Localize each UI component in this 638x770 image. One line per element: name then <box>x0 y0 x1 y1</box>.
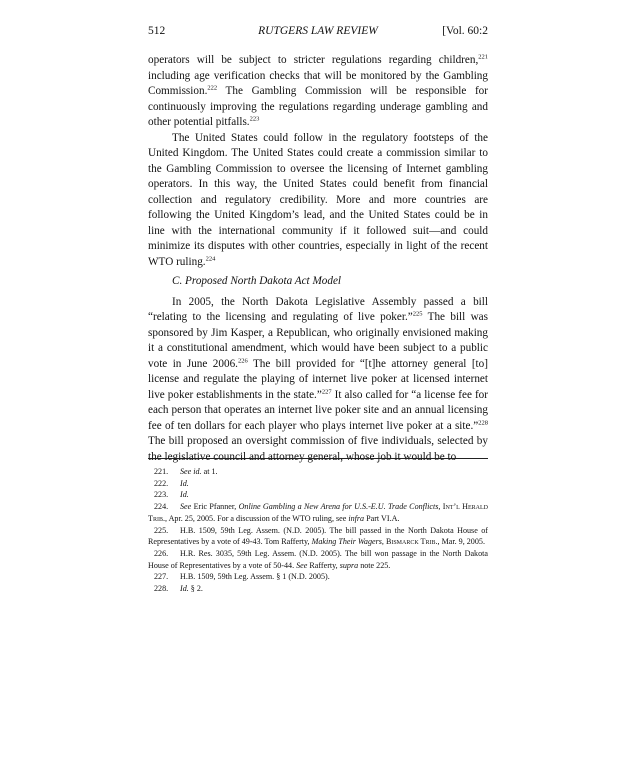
paragraph-2: The United States could follow in the regulatory footsteps of the United Kingdom. The United States could create a commission similar to the Gambling Commission to oversee the licensing of Internet gambling operators. In this way, the United States could benefit from financial collection and regulatory credibility. More and more countries are following the United Kingdom’s lead, and the United States could be in line with the international community if it followed suit—and could minimize its disputes with other countries, especially in light of the recent WTO ruling.$^{224}$ <box>148 131 488 268</box>
footnote-227: 227. H.B. 1509, 59th Leg. Assem. § 1 (N.D. 2005). <box>154 572 330 582</box>
footnote-224: 224. See Eric Pfanner, Online Gambling a New Arena for U.S.-E.U. Trade Conflicts, Int’l Herald Trib., Apr. 25, 2005. For a discussion of the WTO ruling, see infra Part VI.A. <box>148 502 489 523</box>
footnote-divider <box>148 458 488 459</box>
footnote-228: 228. Id. § 2. <box>154 584 203 594</box>
footnote-ref: 225 <box>412 310 423 318</box>
footnote-226: 226. H.R. Res. 3035, 59th Leg. Assem. (N.D. 2005). The bill won passage in the North Dakota House of Representatives by a vote of 50-44. See Rafferty, supra note 225. <box>148 548 488 570</box>
footnote-ref: 222 <box>207 84 218 92</box>
footnote-ref: 224 <box>205 254 216 262</box>
section-heading: C. Proposed North Dakota Act Model <box>172 275 342 287</box>
footnote-221: 221. See id. at 1. <box>154 467 218 476</box>
footnote-ref: 227 <box>321 387 332 395</box>
footnote-ref: 228 <box>478 418 488 426</box>
paragraph-3: In 2005, the North Dakota Legislative Assembly passed a bill “relating to the licensing and regulating of live poker.”$^{225}$ The bill was sponsored by Jim Kasper, a Republican, who originally envisioned making it a constitutional amendment, which would have been subject to a public vote in June 2006.$^{226}$ The bill provided for “[t]he attorney general [to] license and regulate the playing of internet live poker at licensed internet live poker establishments in the state.”$^{227}$ It also called for “a license fee for each person that operates an internet live poker site and an annual licensing fee of ten dollars for each player who plays internet live poker at a site.”$^{228}$ The bill proposed an oversight commission of five individuals, selected by the legislative council and attorney general, whose job it would be to <box>148 295 488 463</box>
footnote-ref: 223 <box>249 115 260 123</box>
footnote-225: 225. H.B. 1509, 59th Leg. Assem. (N.D. 2005). The bill passed in the North Dakota House of Representatives by a vote of 49-43. Tom Rafferty, Making Their Wagers, Bismarck Trib., Mar. 9, 2005. <box>148 525 488 547</box>
footnotes <box>148 466 488 595</box>
journal-title: RUTGERS LAW REVIEW <box>258 25 378 37</box>
footnote-ref: 226 <box>237 356 248 364</box>
body-text <box>148 53 488 465</box>
page-number: 512 <box>148 25 166 37</box>
footnote-223: 223. Id. <box>154 490 189 500</box>
paragraph-1: operators will be subject to stricter regulations regarding children,$^{221}$ including age verification checks that will be monitored by the Gambling Commission.$^{222}$ The Gambling Commission will be responsible for continuously improving the regulations regarding underage gambling and other potential pitfalls.$^{223}$ <box>148 53 488 128</box>
footnote-ref: 221 <box>478 53 488 61</box>
footnote-222: 222. Id. <box>154 478 189 488</box>
volume-label: [Vol. 60:2 <box>442 25 488 37</box>
running-header <box>148 25 488 41</box>
